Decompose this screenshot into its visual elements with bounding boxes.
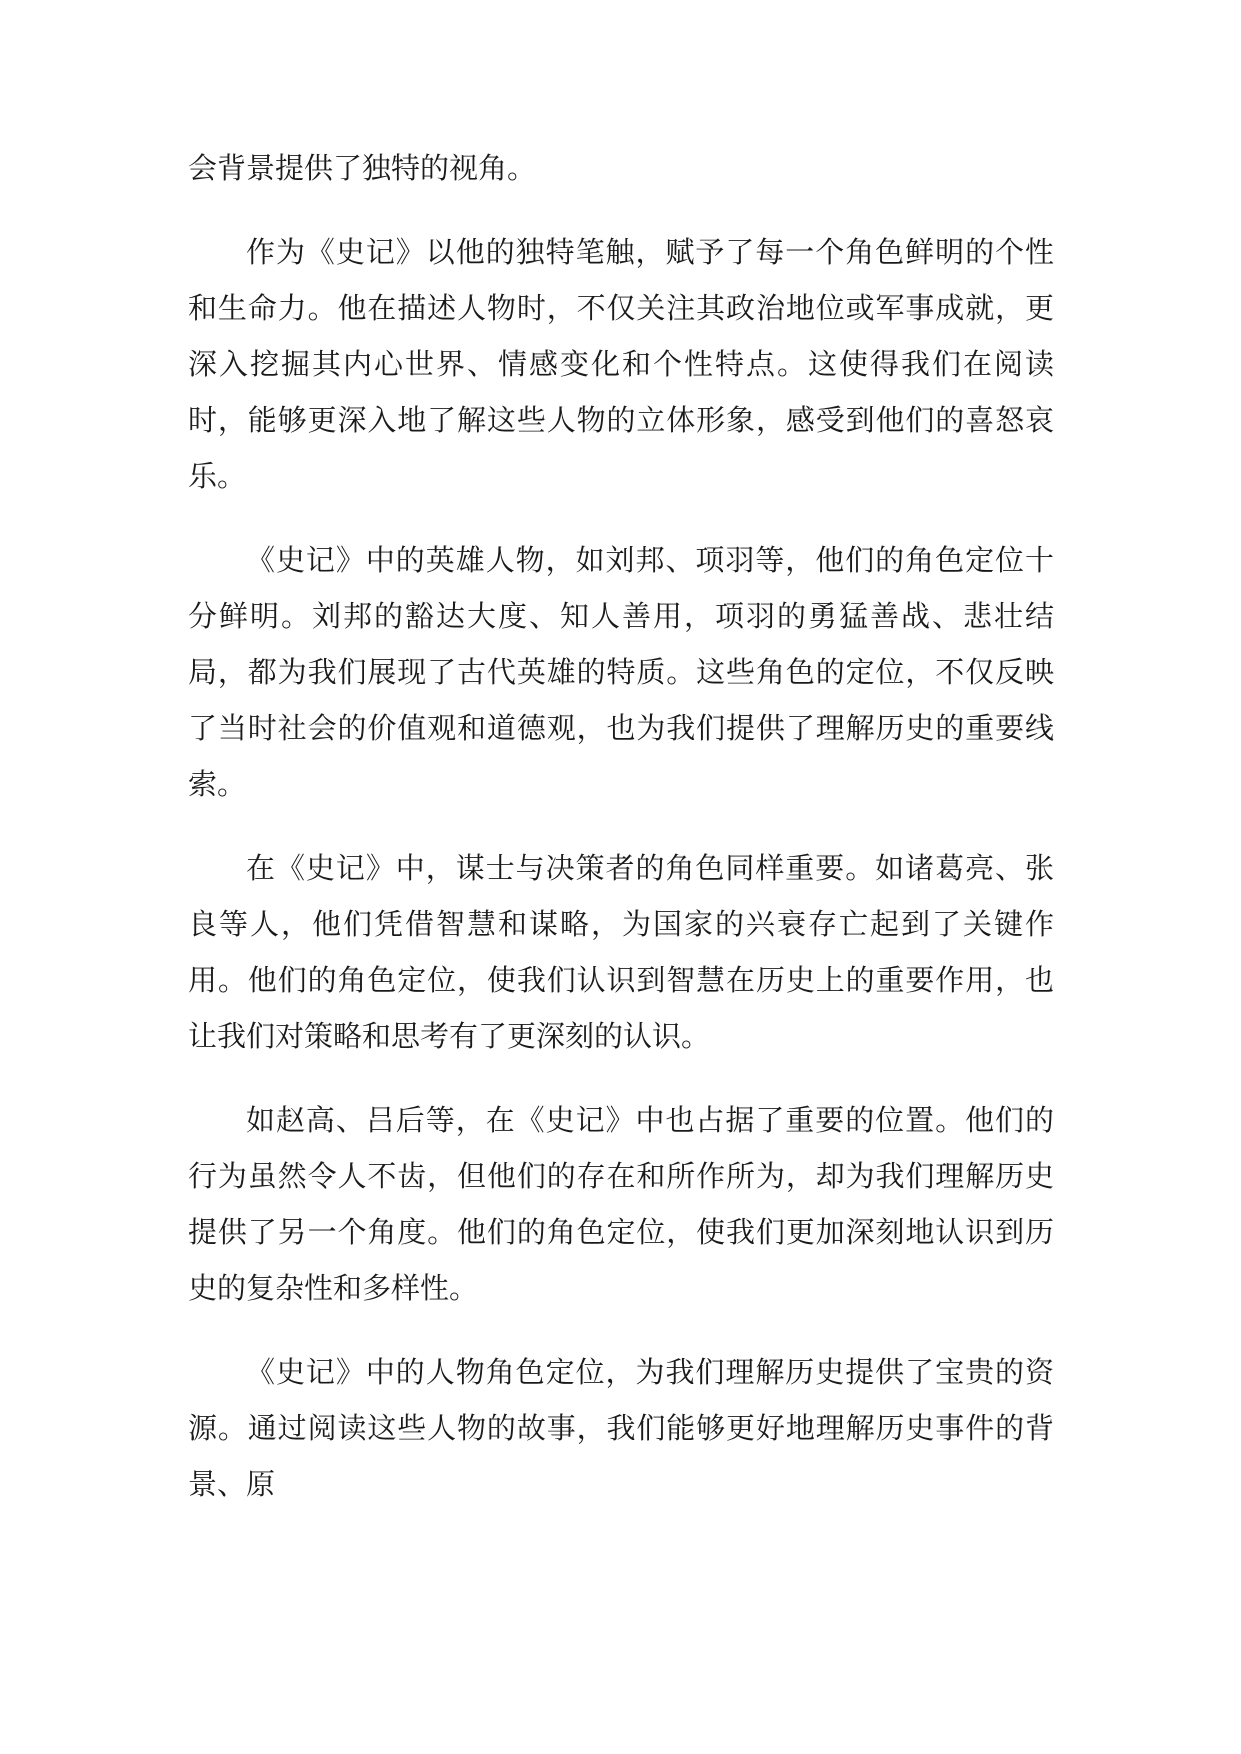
body-text <box>188 140 1054 1540</box>
paragraph-villains: 如赵高、吕后等，在《史记》中也占据了重要的位置。他们的行为虽然令人不齿，但他们的存在和所作所为，却为我们理解历史提供了另一个角度。他们的角色定位，使我们更加深刻地认识到历史的复杂性和多样性。 <box>188 1103 1054 1305</box>
paragraph-character-portrayal: 作为《史记》以他的独特笔触，赋予了每一个角色鲜明的个性和生命力。他在描述人物时，不仅关注其政治地位或军事成就，更深入挖掘其内心世界、情感变化和个性特点。这使得我们在阅读时，能够更深入地了解这些人物的立体形象，感受到他们的喜怒哀乐。 <box>188 235 1054 493</box>
paragraph-strategists: 在《史记》中，谋士与决策者的角色同样重要。如诸葛亮、张良等人，他们凭借智慧和谋略，为国家的兴衰存亡起到了关键作用。他们的角色定位，使我们认识到智慧在历史上的重要作用，也让我们对策略和思考有了更深刻的认识。 <box>188 851 1054 1053</box>
paragraph-heroes: 《史记》中的英雄人物，如刘邦、项羽等，他们的角色定位十分鲜明。刘邦的豁达大度、知人善用，项羽的勇猛善战、悲壮结局，都为我们展现了古代英雄的特质。这些角色的定位，不仅反映了当时社会的价值观和道德观，也为我们提供了理解历史的重要线索。 <box>188 543 1054 801</box>
paragraph-conclusion: 《史记》中的人物角色定位，为我们理解历史提供了宝贵的资源。通过阅读这些人物的故事，我们能够更好地理解历史事件的背景、原 <box>188 1355 1054 1501</box>
paragraph-continuation: 会背景提供了独特的视角。 <box>188 151 537 185</box>
